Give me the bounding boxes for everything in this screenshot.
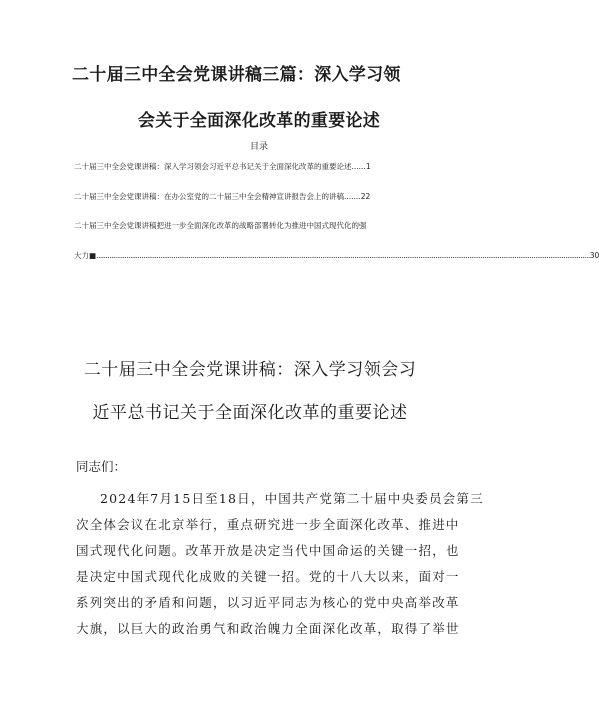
- toc-entry-continuation[interactable]: [74, 250, 599, 261]
- toc-entry-page: 30: [589, 251, 599, 260]
- paragraph-line: 2024年7月15日至18日，中国共产党第二十届中央委员会第三: [100, 491, 484, 506]
- toc-heading: 目录: [249, 142, 268, 152]
- paragraph-line: 是决定中国式现代化成败的关键一招。党的十八大以来，面对一: [76, 569, 460, 584]
- paragraph-line: 大旗，以巨大的政治勇气和政治魄力全面深化改革，取得了举世: [76, 621, 460, 636]
- toc-entry-text: 大力■: [74, 251, 97, 260]
- document-title-line-2: 会关于全面深化改革的重要论述: [137, 111, 381, 131]
- salutation: 同志们：: [76, 459, 127, 474]
- toc-entry-page: 22: [360, 192, 371, 201]
- toc-entry-text: 二十届三中全会党课讲稿：在办公室党的二十届三中全会精神宣讲报告会上的讲稿: [74, 192, 344, 201]
- toc-entry[interactable]: [74, 191, 370, 202]
- toc-entry-text: 二十届三中全会党课讲稿：深入学习领会习近平总书记关于全面深化改革的重要论述: [74, 162, 352, 171]
- toc-entry[interactable]: [74, 220, 367, 231]
- paragraph-line: 次全体会议在北京举行，重点研究进一步全面深化改革、推进中: [76, 517, 460, 532]
- toc-dots: ......................................................................................................................................................................................................................................................................: [96, 251, 590, 260]
- paragraph-line: 国式现代化问题。改革开放是决定当代中国命运的关键一招，也: [76, 543, 460, 558]
- document-title-line-1: 二十届三中全会党课讲稿三篇：深入学习领: [72, 65, 401, 85]
- paragraph-line: 系列突出的矛盾和问题，以习近平同志为核心的党中央高举改革: [76, 595, 460, 610]
- section-title-line-2: 近平总书记关于全面深化改革的重要论述: [92, 403, 408, 423]
- section-title-line-1: 二十届三中全会党课讲稿：深入学习领会习: [83, 360, 417, 380]
- toc-dots: ......: [351, 162, 366, 171]
- toc-dots: .......: [344, 192, 361, 201]
- toc-entry-text: 二十届三中全会党课讲稿把进一步全面深化改革的战略部署转化为推进中国式现代化的强: [74, 221, 367, 230]
- toc-entry[interactable]: [74, 161, 371, 172]
- toc-entry-page: 1: [365, 162, 371, 171]
